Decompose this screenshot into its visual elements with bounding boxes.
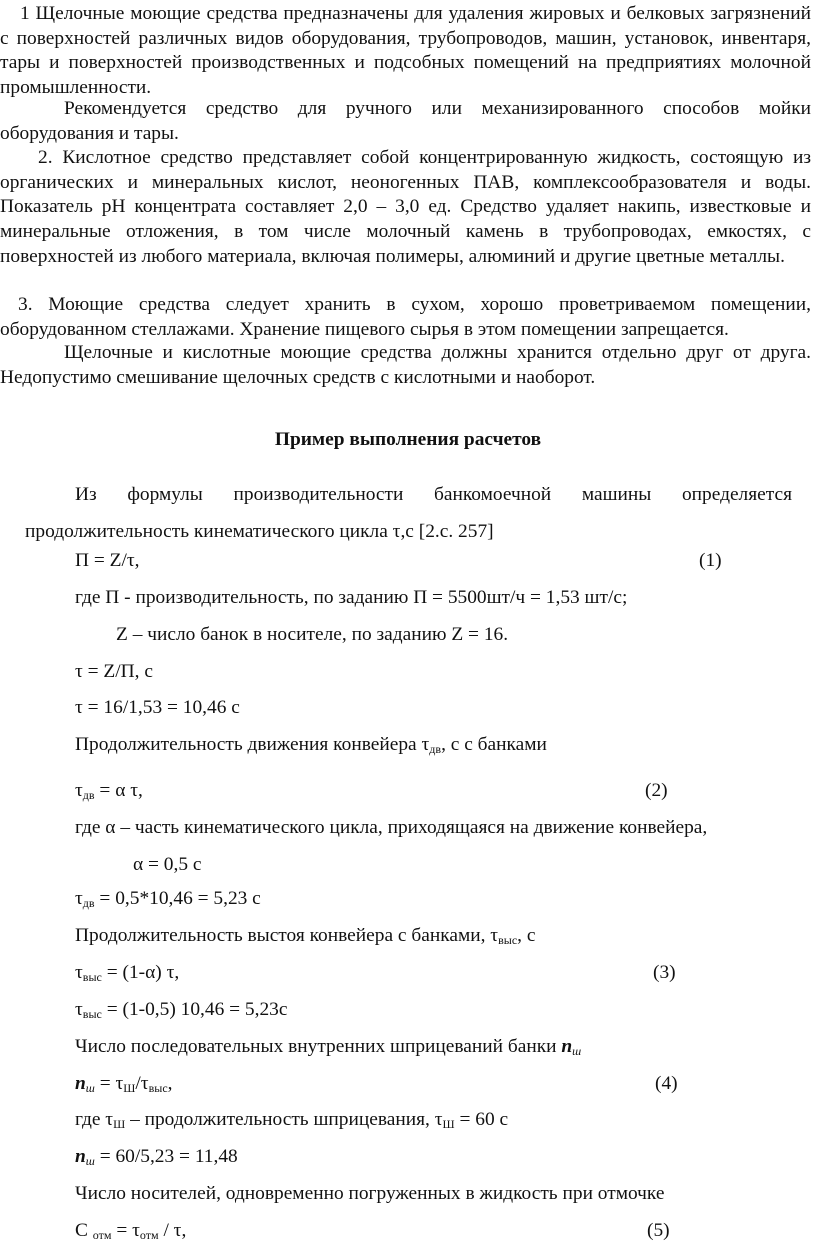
formula-1-number: (1) [699, 550, 722, 571]
formula-2-number: (2) [645, 780, 668, 801]
text-injections: Число последовательных внутренних шприцеваний банки $n_ш$ [75, 1036, 582, 1058]
text-conveyor-stop: Продолжительность выстоя конвейера с банками, $\tau_{выс}$, с [75, 925, 536, 947]
intro-text: Из формулы производительности банкомоечной машины определяется продолжительность кинематического цикла τ,с [2.с. 257] [25, 484, 792, 542]
calc-tau-dv: $\tau_{дв} = 0,5*10,46 = 5,23$ с [75, 888, 261, 910]
formula-4: $n_ш = \tau_Ш/\tau_{выс}$, [75, 1073, 173, 1095]
formula-5-number: (5) [647, 1220, 670, 1241]
paragraph-acid-agent: 2. Кислотное средство представляет собой концентрированную жидкость, состоящую из органических и минеральных кислот, неоногенных ПАВ, комплексообразователя и воды. Показатель рН концентрата составляет 2,0 – 3,0 ед. Средство удаляет накипь, известковые и минеральные отложения, в том числе молочный камень в трубопроводах, емкостях, с поверхностей из любого материала, включая полимеры, алюминий и другие цветные металлы. [0, 147, 811, 267]
definition-alpha: где α – часть кинематического цикла, приходящаяся на движение конвейера, [75, 817, 708, 838]
formula-tau: τ = Z/П, с [75, 661, 153, 682]
paragraph-recommendation: Рекомендуется средство для ручного или механизированного способов мойки оборудования и тары. [0, 98, 811, 144]
definition-z: Z – число банок в носителе, по заданию Z = 16. [116, 624, 509, 645]
formula-3-number: (3) [653, 962, 676, 983]
calc-n-sh: $n_ш = 60/5,23 = 11,48$ [75, 1146, 238, 1168]
formula-5: С $_{отм} = \tau_{отм} / \tau$, [75, 1220, 187, 1242]
formula-4-number: (4) [655, 1073, 678, 1094]
value-alpha: α = 0,5 с [133, 854, 202, 875]
paragraph-storage: 3. Моющие средства следует хранить в сухом, хорошо проветриваемом помещении, оборудованном стеллажами. Хранение пищевого сырья в этом помещении запрещается. [0, 294, 811, 340]
paragraph-separate-storage: Щелочные и кислотные моющие средства должны хранится отдельно друг от друга. Недопустимо смешивание щелочных средств с кислотными и наоборот. [0, 342, 811, 388]
paragraph-alkaline-agents: 1 Щелочные моющие средства предназначены для удаления жировых и белковых загрязнений с поверхностей различных видов оборудования, трубопроводов, машин, установок, инвентаря, тары и поверхностей производственных и подсобных помещений на предприятиях молочной промышленности. [0, 3, 811, 99]
text-carriers: Число носителей, одновременно погруженных в жидкость при отмочке [75, 1183, 665, 1204]
formula-2: $\tau_{дв} = \alpha$ τ, [75, 780, 143, 802]
definition-tau-sh: где $\tau_Ш$ – продолжительность шприцевания, $\tau_Ш = 60$ с [75, 1109, 509, 1131]
section-heading: Пример выполнения расчетов [274, 429, 542, 450]
formula-3: $\tau_{выс} = (1-\alpha)$ τ, [75, 962, 180, 984]
definition-productivity: где П - производительность, по заданию П = 5500шт/ч = 1,53 шт/с; [75, 587, 628, 608]
calc-tau-vys: $\tau_{выс} = (1-0,5) 10,46 = 5,23с$ [75, 999, 288, 1021]
formula-1: П = Z/τ, [75, 550, 140, 571]
calc-tau: τ = 16/1,53 = 10,46 с [75, 697, 240, 718]
text-conveyor-movement: Продолжительность движения конвейера $\tau_{дв}$, с с банками [75, 734, 547, 756]
